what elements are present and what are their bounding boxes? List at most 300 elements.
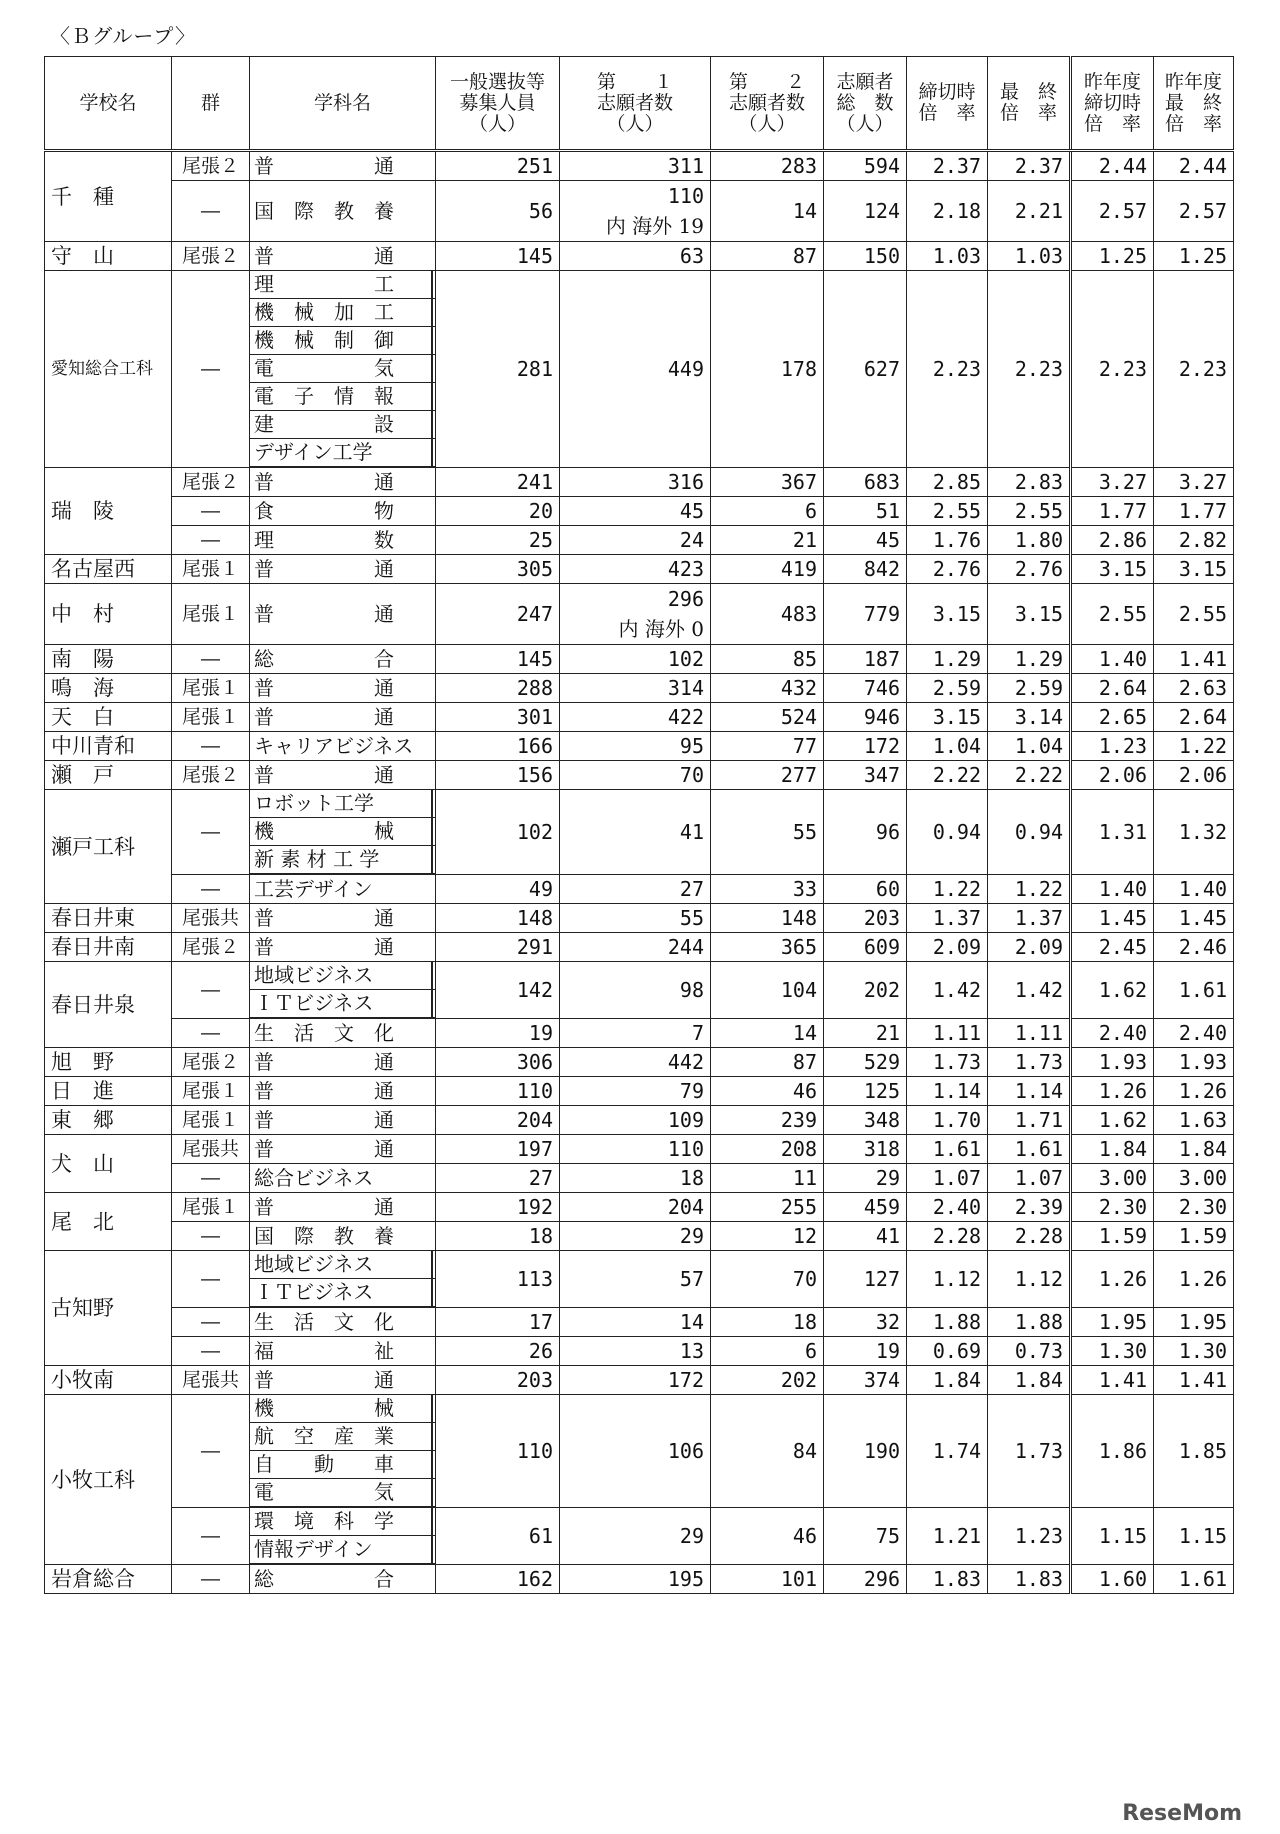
gun-cell: ― — [172, 1019, 250, 1048]
prev-deadline-rate-cell: 2.40 — [1071, 1019, 1154, 1048]
prev-final-rate-cell: 1.40 — [1154, 875, 1234, 904]
second-choice-cell: 21 — [711, 526, 824, 555]
school-name-cell: 瀬 戸 — [45, 761, 172, 790]
second-choice-cell: 483 — [711, 584, 824, 645]
final-rate-cell: 1.11 — [988, 1019, 1071, 1048]
first-choice-cell: 24 — [560, 526, 711, 555]
final-rate-cell: 2.59 — [988, 674, 1071, 703]
gun-cell: 尾張２ — [172, 242, 250, 271]
total-applicants-cell: 127 — [824, 1251, 907, 1308]
deadline-rate-cell: 0.69 — [907, 1337, 988, 1366]
header-final-rate: 最 終 倍 率 — [988, 57, 1071, 151]
header-dept: 学科名 — [250, 57, 436, 151]
deadline-rate-cell: 1.07 — [907, 1164, 988, 1193]
second-choice-cell: 277 — [711, 761, 824, 790]
dept-cell: 総合ビジネス — [250, 1164, 436, 1193]
prev-final-rate-cell: 1.15 — [1154, 1508, 1234, 1565]
dept-cell: 理 数 — [250, 526, 436, 555]
school-name-cell: 守 山 — [45, 242, 172, 271]
final-rate-cell: 1.07 — [988, 1164, 1071, 1193]
dept-cell: 普 通 — [250, 1048, 436, 1077]
final-rate-cell: 2.83 — [988, 468, 1071, 497]
first-choice-cell: 29 — [560, 1222, 711, 1251]
quota-cell: 113 — [436, 1251, 560, 1308]
first-choice-cell: 316 — [560, 468, 711, 497]
gun-cell: ― — [172, 645, 250, 674]
table-row — [45, 271, 1234, 468]
dept-cell: 普 通 — [250, 555, 436, 584]
total-applicants-cell: 190 — [824, 1395, 907, 1508]
prev-final-rate-cell: 1.93 — [1154, 1048, 1234, 1077]
prev-deadline-rate-cell: 2.45 — [1071, 933, 1154, 962]
dept-item: 新 素 材 工 学 — [250, 846, 435, 874]
brace-mark — [425, 1395, 433, 1507]
prev-final-rate-cell: 2.55 — [1154, 584, 1234, 645]
gun-cell: ― — [172, 1565, 250, 1594]
final-rate-cell: 1.12 — [988, 1251, 1071, 1308]
quota-cell: 20 — [436, 497, 560, 526]
first-choice-cell: 45 — [560, 497, 711, 526]
table-row — [45, 1077, 1234, 1106]
brace-mark — [425, 1251, 433, 1307]
final-rate-cell: 1.29 — [988, 645, 1071, 674]
prev-deadline-rate-cell: 1.60 — [1071, 1565, 1154, 1594]
prev-deadline-rate-cell: 3.15 — [1071, 555, 1154, 584]
quota-cell: 281 — [436, 271, 560, 468]
prev-deadline-rate-cell: 2.64 — [1071, 674, 1154, 703]
quota-cell: 162 — [436, 1565, 560, 1594]
dept-cell — [250, 962, 436, 1019]
deadline-rate-cell: 1.61 — [907, 1135, 988, 1164]
second-choice-cell: 87 — [711, 242, 824, 271]
final-rate-cell: 2.22 — [988, 761, 1071, 790]
table-row — [45, 555, 1234, 584]
deadline-rate-cell: 1.88 — [907, 1308, 988, 1337]
quota-cell: 17 — [436, 1308, 560, 1337]
prev-final-rate-cell: 1.32 — [1154, 790, 1234, 875]
final-rate-cell: 2.28 — [988, 1222, 1071, 1251]
dept-item: 機 械 — [250, 1395, 435, 1423]
first-choice-cell: 98 — [560, 962, 711, 1019]
second-choice-cell: 70 — [711, 1251, 824, 1308]
dept-cell: 福 祉 — [250, 1337, 436, 1366]
dept-cell: キャリアビジネス — [250, 732, 436, 761]
total-applicants-cell: 75 — [824, 1508, 907, 1565]
dept-cell: 総 合 — [250, 645, 436, 674]
second-choice-cell: 14 — [711, 1019, 824, 1048]
quota-cell: 203 — [436, 1366, 560, 1395]
deadline-rate-cell: 0.94 — [907, 790, 988, 875]
group-title: 〈Ｂグループ〉 — [50, 24, 196, 48]
deadline-rate-cell: 1.42 — [907, 962, 988, 1019]
second-choice-cell: 202 — [711, 1366, 824, 1395]
prev-deadline-rate-cell: 1.23 — [1071, 732, 1154, 761]
dept-cell: 普 通 — [250, 1193, 436, 1222]
dept-cell: 国 際 教 養 — [250, 181, 436, 242]
gun-cell: ― — [172, 1395, 250, 1508]
quota-cell: 145 — [436, 242, 560, 271]
dept-item: ロボット工学 — [250, 790, 435, 818]
table-row — [45, 1019, 1234, 1048]
table-row — [45, 1106, 1234, 1135]
gun-cell: ― — [172, 1508, 250, 1565]
deadline-rate-cell: 2.40 — [907, 1193, 988, 1222]
gun-cell: 尾張１ — [172, 703, 250, 732]
total-applicants-cell: 203 — [824, 904, 907, 933]
prev-final-rate-cell: 2.64 — [1154, 703, 1234, 732]
prev-deadline-rate-cell: 1.62 — [1071, 962, 1154, 1019]
dept-cell: 食 物 — [250, 497, 436, 526]
gun-cell: ― — [172, 1251, 250, 1308]
gun-cell: ― — [172, 1164, 250, 1193]
first-choice-cell: 55 — [560, 904, 711, 933]
total-applicants-cell: 296 — [824, 1565, 907, 1594]
second-choice-cell: 46 — [711, 1508, 824, 1565]
final-rate-cell: 1.23 — [988, 1508, 1071, 1565]
total-applicants-cell: 45 — [824, 526, 907, 555]
deadline-rate-cell: 3.15 — [907, 703, 988, 732]
gun-cell: ― — [172, 790, 250, 875]
second-choice-cell: 239 — [711, 1106, 824, 1135]
header-total: 志願者 総 数 （人） — [824, 57, 907, 151]
gun-cell: 尾張１ — [172, 1077, 250, 1106]
quota-cell: 305 — [436, 555, 560, 584]
total-applicants-cell: 172 — [824, 732, 907, 761]
prev-final-rate-cell: 1.26 — [1154, 1077, 1234, 1106]
prev-deadline-rate-cell: 1.59 — [1071, 1222, 1154, 1251]
prev-deadline-rate-cell: 1.84 — [1071, 1135, 1154, 1164]
total-applicants-cell: 348 — [824, 1106, 907, 1135]
total-applicants-cell: 150 — [824, 242, 907, 271]
school-name-cell: 犬 山 — [45, 1135, 172, 1193]
final-rate-cell: 0.73 — [988, 1337, 1071, 1366]
final-rate-cell: 1.71 — [988, 1106, 1071, 1135]
table-row — [45, 761, 1234, 790]
table-row — [45, 1048, 1234, 1077]
quota-cell: 49 — [436, 875, 560, 904]
second-choice-cell: 6 — [711, 1337, 824, 1366]
quota-cell: 18 — [436, 1222, 560, 1251]
header-quota: 一般選抜等 募集人員 （人） — [436, 57, 560, 151]
second-choice-cell: 14 — [711, 181, 824, 242]
brace-mark — [425, 962, 433, 1018]
total-applicants-cell: 60 — [824, 875, 907, 904]
first-choice-cell: 442 — [560, 1048, 711, 1077]
quota-cell: 148 — [436, 904, 560, 933]
gun-cell: ― — [172, 962, 250, 1019]
prev-final-rate-cell: 2.44 — [1154, 151, 1234, 181]
quota-cell: 110 — [436, 1395, 560, 1508]
total-applicants-cell: 609 — [824, 933, 907, 962]
brace-mark — [425, 1508, 433, 1564]
gun-cell: 尾張２ — [172, 468, 250, 497]
second-choice-cell: 524 — [711, 703, 824, 732]
brace-mark — [425, 271, 433, 467]
school-name-cell: 旭 野 — [45, 1048, 172, 1077]
first-choice-cell: 109 — [560, 1106, 711, 1135]
second-choice-cell: 419 — [711, 555, 824, 584]
prev-final-rate-cell: 1.41 — [1154, 1366, 1234, 1395]
dept-cell: 総 合 — [250, 1565, 436, 1594]
final-rate-cell: 3.14 — [988, 703, 1071, 732]
prev-deadline-rate-cell: 1.86 — [1071, 1395, 1154, 1508]
dept-cell: 生 活 文 化 — [250, 1308, 436, 1337]
first-choice-cell: 18 — [560, 1164, 711, 1193]
total-applicants-cell: 51 — [824, 497, 907, 526]
header-school: 学校名 — [45, 57, 172, 151]
quota-cell: 192 — [436, 1193, 560, 1222]
final-rate-cell: 1.14 — [988, 1077, 1071, 1106]
school-name-cell: 中 村 — [45, 584, 172, 645]
total-applicants-cell: 29 — [824, 1164, 907, 1193]
deadline-rate-cell: 1.11 — [907, 1019, 988, 1048]
dept-cell: 普 通 — [250, 468, 436, 497]
total-applicants-cell: 202 — [824, 962, 907, 1019]
dept-cell — [250, 271, 436, 468]
first-choice-cell — [560, 181, 711, 242]
dept-item: 自 動 車 — [250, 1451, 435, 1479]
school-name-cell: 名古屋西 — [45, 555, 172, 584]
quota-cell: 102 — [436, 790, 560, 875]
school-name-cell: 南 陽 — [45, 645, 172, 674]
quota-cell: 142 — [436, 962, 560, 1019]
total-applicants-cell: 459 — [824, 1193, 907, 1222]
gun-cell: 尾張１ — [172, 674, 250, 703]
deadline-rate-cell: 2.09 — [907, 933, 988, 962]
school-name-cell: 鳴 海 — [45, 674, 172, 703]
dept-cell: 普 通 — [250, 242, 436, 271]
final-rate-cell: 2.09 — [988, 933, 1071, 962]
table-body — [45, 151, 1234, 1594]
final-rate-cell: 1.37 — [988, 904, 1071, 933]
prev-final-rate-cell: 1.45 — [1154, 904, 1234, 933]
overseas-note: 内 海外 19 — [605, 214, 704, 238]
gun-cell: 尾張１ — [172, 555, 250, 584]
table-row — [45, 904, 1234, 933]
school-name-cell: 天 白 — [45, 703, 172, 732]
first-choice-cell: 29 — [560, 1508, 711, 1565]
total-applicants-cell: 683 — [824, 468, 907, 497]
quota-cell: 56 — [436, 181, 560, 242]
second-choice-cell: 55 — [711, 790, 824, 875]
prev-deadline-rate-cell: 1.25 — [1071, 242, 1154, 271]
dept-item: ＩＴビジネス — [250, 990, 435, 1018]
second-choice-cell: 85 — [711, 645, 824, 674]
dept-cell: 生 活 文 化 — [250, 1019, 436, 1048]
final-rate-cell: 1.80 — [988, 526, 1071, 555]
gun-cell: 尾張２ — [172, 761, 250, 790]
second-choice-cell: 87 — [711, 1048, 824, 1077]
header-second: 第 ２ 志願者数 （人） — [711, 57, 824, 151]
dept-cell: 普 通 — [250, 151, 436, 181]
first-choice-cell: 449 — [560, 271, 711, 468]
final-rate-cell: 2.37 — [988, 151, 1071, 181]
quota-cell: 301 — [436, 703, 560, 732]
school-name-cell: 春日井東 — [45, 904, 172, 933]
table-row — [45, 1337, 1234, 1366]
final-rate-cell: 3.15 — [988, 584, 1071, 645]
final-rate-cell: 0.94 — [988, 790, 1071, 875]
final-rate-cell: 1.73 — [988, 1048, 1071, 1077]
deadline-rate-cell: 1.74 — [907, 1395, 988, 1508]
second-choice-cell: 255 — [711, 1193, 824, 1222]
second-choice-cell: 208 — [711, 1135, 824, 1164]
dept-cell — [250, 1251, 436, 1308]
second-choice-cell: 365 — [711, 933, 824, 962]
dept-cell: 普 通 — [250, 1106, 436, 1135]
prev-deadline-rate-cell: 1.93 — [1071, 1048, 1154, 1077]
gun-cell: 尾張２ — [172, 1048, 250, 1077]
school-name-cell: 瀬戸工科 — [45, 790, 172, 904]
quota-cell: 291 — [436, 933, 560, 962]
quota-cell: 27 — [436, 1164, 560, 1193]
final-rate-cell: 2.23 — [988, 271, 1071, 468]
table-row — [45, 875, 1234, 904]
dept-item: 地域ビジネス — [250, 962, 435, 990]
dept-cell: 普 通 — [250, 674, 436, 703]
gun-cell: 尾張共 — [172, 1135, 250, 1164]
first-choice-cell: 102 — [560, 645, 711, 674]
second-choice-cell: 367 — [711, 468, 824, 497]
total-applicants-cell: 627 — [824, 271, 907, 468]
dept-cell: 普 通 — [250, 584, 436, 645]
second-choice-cell: 84 — [711, 1395, 824, 1508]
gun-cell: ― — [172, 181, 250, 242]
deadline-rate-cell: 1.29 — [907, 645, 988, 674]
first-choice-cell: 27 — [560, 875, 711, 904]
prev-deadline-rate-cell: 1.26 — [1071, 1077, 1154, 1106]
table-row — [45, 790, 1234, 875]
table-row — [45, 468, 1234, 497]
final-rate-cell: 2.21 — [988, 181, 1071, 242]
second-choice-cell: 101 — [711, 1565, 824, 1594]
first-choice-cell: 106 — [560, 1395, 711, 1508]
table-row — [45, 1164, 1234, 1193]
first-choice-cell: 79 — [560, 1077, 711, 1106]
total-applicants-cell: 779 — [824, 584, 907, 645]
school-name-cell: 瑞 陵 — [45, 468, 172, 555]
table-row — [45, 703, 1234, 732]
table-row — [45, 1251, 1234, 1308]
first-choice-cell: 95 — [560, 732, 711, 761]
quota-cell: 288 — [436, 674, 560, 703]
prev-deadline-rate-cell: 1.40 — [1071, 645, 1154, 674]
prev-final-rate-cell: 2.40 — [1154, 1019, 1234, 1048]
gun-cell: ― — [172, 526, 250, 555]
header-deadline-rate: 締切時 倍 率 — [907, 57, 988, 151]
quota-cell: 25 — [436, 526, 560, 555]
dept-cell: 普 通 — [250, 933, 436, 962]
gun-cell: ― — [172, 732, 250, 761]
deadline-rate-cell: 2.55 — [907, 497, 988, 526]
prev-final-rate-cell: 3.00 — [1154, 1164, 1234, 1193]
first-choice-cell: 57 — [560, 1251, 711, 1308]
dept-cell — [250, 1395, 436, 1508]
first-choice-cell: 204 — [560, 1193, 711, 1222]
quota-cell: 241 — [436, 468, 560, 497]
second-choice-cell: 46 — [711, 1077, 824, 1106]
dept-cell: 普 通 — [250, 761, 436, 790]
prev-deadline-rate-cell: 2.57 — [1071, 181, 1154, 242]
total-applicants-cell: 41 — [824, 1222, 907, 1251]
dept-item: 情報デザイン — [250, 1536, 435, 1564]
final-rate-cell: 1.03 — [988, 242, 1071, 271]
first-choice-cell: 244 — [560, 933, 711, 962]
dept-cell — [250, 790, 436, 875]
quota-cell: 110 — [436, 1077, 560, 1106]
school-name-cell: 愛知総合工科 — [45, 271, 172, 468]
first-choice-cell: 311 — [560, 151, 711, 181]
school-name-cell: 日 進 — [45, 1077, 172, 1106]
overseas-note: 内 海外 0 — [618, 617, 704, 641]
second-choice-cell: 148 — [711, 904, 824, 933]
prev-deadline-rate-cell: 1.62 — [1071, 1106, 1154, 1135]
quota-cell: 306 — [436, 1048, 560, 1077]
prev-final-rate-cell: 2.57 — [1154, 181, 1234, 242]
dept-cell: 普 通 — [250, 1366, 436, 1395]
prev-deadline-rate-cell: 1.95 — [1071, 1308, 1154, 1337]
brace-mark — [425, 790, 433, 874]
second-choice-cell: 11 — [711, 1164, 824, 1193]
dept-cell: 工芸デザイン — [250, 875, 436, 904]
school-name-cell: 小牧工科 — [45, 1395, 172, 1565]
deadline-rate-cell: 2.59 — [907, 674, 988, 703]
final-rate-cell: 1.04 — [988, 732, 1071, 761]
table-row — [45, 181, 1234, 242]
school-name-cell: 小牧南 — [45, 1366, 172, 1395]
second-choice-cell: 33 — [711, 875, 824, 904]
total-applicants-cell: 318 — [824, 1135, 907, 1164]
quota-cell: 19 — [436, 1019, 560, 1048]
dept-item: 電 子 情 報 — [250, 383, 435, 411]
prev-final-rate-cell: 1.61 — [1154, 1565, 1234, 1594]
dept-cell — [250, 1508, 436, 1565]
table-row — [45, 497, 1234, 526]
deadline-rate-cell: 2.28 — [907, 1222, 988, 1251]
table-row — [45, 674, 1234, 703]
deadline-rate-cell: 2.18 — [907, 181, 988, 242]
school-name-cell: 古知野 — [45, 1251, 172, 1366]
quota-cell: 251 — [436, 151, 560, 181]
total-applicants-cell: 19 — [824, 1337, 907, 1366]
final-rate-cell: 1.73 — [988, 1395, 1071, 1508]
second-choice-cell: 283 — [711, 151, 824, 181]
header-first: 第 １ 志願者数 （人） — [560, 57, 711, 151]
prev-deadline-rate-cell: 1.41 — [1071, 1366, 1154, 1395]
deadline-rate-cell: 1.22 — [907, 875, 988, 904]
table-row — [45, 151, 1234, 181]
prev-final-rate-cell: 1.84 — [1154, 1135, 1234, 1164]
gun-cell: 尾張１ — [172, 1193, 250, 1222]
table-row — [45, 1308, 1234, 1337]
first-choice-cell: 423 — [560, 555, 711, 584]
table-row — [45, 242, 1234, 271]
total-applicants-cell: 746 — [824, 674, 907, 703]
table-row — [45, 933, 1234, 962]
prev-deadline-rate-cell: 2.23 — [1071, 271, 1154, 468]
dept-cell: 普 通 — [250, 904, 436, 933]
dept-cell: 普 通 — [250, 703, 436, 732]
final-rate-cell: 1.22 — [988, 875, 1071, 904]
first-choice-cell: 13 — [560, 1337, 711, 1366]
gun-cell: ― — [172, 1222, 250, 1251]
quota-cell: 26 — [436, 1337, 560, 1366]
dept-item: 航 空 産 業 — [250, 1423, 435, 1451]
total-applicants-cell: 124 — [824, 181, 907, 242]
prev-final-rate-cell: 1.41 — [1154, 645, 1234, 674]
first-choice-value: 296 — [667, 587, 704, 611]
prev-deadline-rate-cell: 3.27 — [1071, 468, 1154, 497]
